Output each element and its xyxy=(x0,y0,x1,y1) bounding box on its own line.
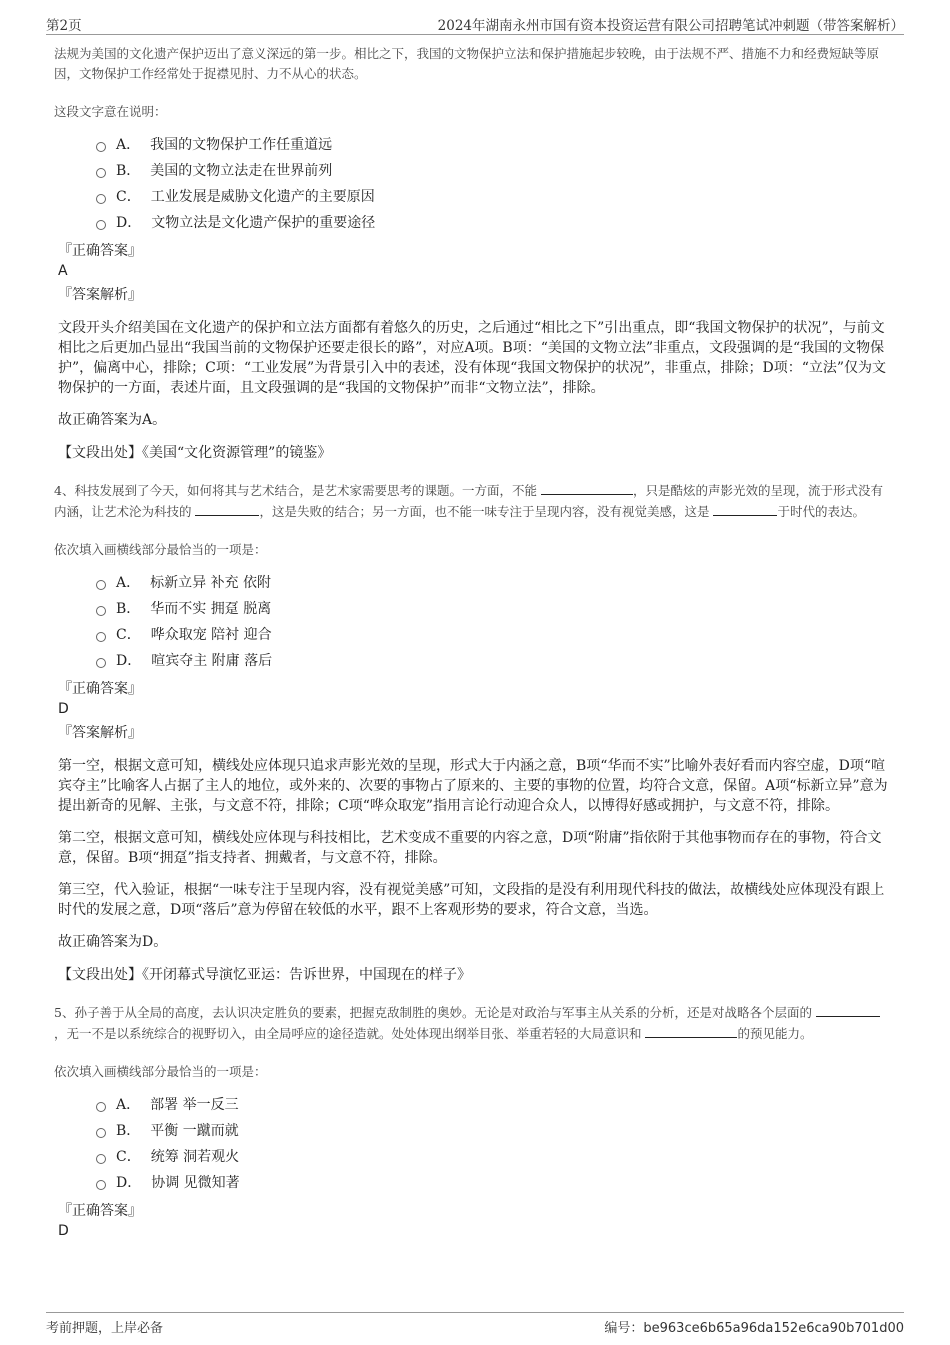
q3-source: 【文段出处】《美国“文化资源管理”的镜鉴》 xyxy=(58,445,332,461)
radio-icon[interactable] xyxy=(96,168,106,178)
page-footer xyxy=(46,1312,904,1337)
page-number: 第2页 xyxy=(46,18,82,34)
q3-analysis-1: 文段开头介绍美国在文化遗产的保护和立法方面都有着悠久的历史，之后通过“相比之下”引出重点，即“我国文物保护的状况”，与前文相比之后更加凸显出“我国当前的文物保护还要走很长的路”，对应A项。B项：“美国的文物立法”非重点，文段强调的是“我国的文物保护”，偏离中心，排除；C项：“工业发展”为背景引入中的表述，没有体现“我国文物保护的状况”，非重点，排除；D项：“立法”仅为文物保护的一方面，表述片面，且文段强调的是“我国的文物保护”而非“文物立法”，排除。 xyxy=(58,320,887,396)
q4-option-c[interactable]: C． 哗众取宠 陪衬 迎合 xyxy=(96,622,890,648)
q4-analysis-1: 第一空，根据文意可知，横线处应体现只追求声影光效的呈现，形式大于内涵之意，B项“华而不实”比喻外表好看而内容空虚，D项“喧宾夺主”比喻客人占据了主人的地位，或外来的、次要的事物占了原来的、主要的事物的位置，均符合文意，保留。A项“标新立异”意为提出新奇的见解、主张，与文意不符，排除；C项“哗众取宠”指用言论行动迎合众人，以博得好感或拥护，与文意不符，排除。 xyxy=(58,758,888,814)
radio-icon[interactable] xyxy=(96,606,106,616)
q3-ask: 这段文字意在说明： xyxy=(54,104,167,119)
blank-line xyxy=(541,480,633,495)
q3-answer-label: 『正确答案』 xyxy=(58,243,142,259)
q3-option-d[interactable]: D． 文物立法是文化遗产保护的重要途径 xyxy=(96,210,890,236)
footer-slogan: 考前押题，上岸必备 xyxy=(46,1321,164,1336)
q3-option-b[interactable]: B． 美国的文物立法走在世界前列 xyxy=(96,158,890,184)
q4-option-d[interactable]: D． 喧宾夺主 附庸 落后 xyxy=(96,648,890,674)
q3-analysis-label: 『答案解析』 xyxy=(58,287,142,303)
blank-line xyxy=(816,1002,880,1017)
q5-options xyxy=(96,1092,890,1196)
q5-option-b[interactable]: B． 平衡 一蹴而就 xyxy=(96,1118,890,1144)
radio-icon[interactable] xyxy=(96,1154,106,1164)
radio-icon[interactable] xyxy=(96,1180,106,1190)
q5-ask: 依次填入画横线部分最恰当的一项是： xyxy=(54,1064,267,1079)
q3-answer: A xyxy=(58,263,68,279)
radio-icon[interactable] xyxy=(96,194,106,204)
blank-line xyxy=(645,1023,737,1038)
q4-options xyxy=(96,570,890,674)
q5-answer-label: 『正确答案』 xyxy=(58,1203,142,1219)
radio-icon[interactable] xyxy=(96,1102,106,1112)
q4-ask: 依次填入画横线部分最恰当的一项是： xyxy=(54,542,267,557)
q4-analysis-4: 故正确答案为D。 xyxy=(58,934,168,950)
document-body xyxy=(54,44,890,1240)
document-title: 2024年湖南永州市国有资本投资运营有限公司招聘笔试冲刺题（带答案解析） xyxy=(437,18,904,34)
radio-icon[interactable] xyxy=(96,580,106,590)
page-header xyxy=(46,12,904,35)
q3-option-a[interactable]: A． 我国的文物保护工作任重道远 xyxy=(96,132,890,158)
q3-option-c[interactable]: C． 工业发展是威胁文化遗产的主要原因 xyxy=(96,184,890,210)
q3-analysis-2: 故正确答案为A。 xyxy=(58,412,167,428)
q4-analysis-3: 第三空，代入验证，根据“一味专注于呈现内容，没有视觉美感”可知，文段指的是没有利用现代科技的做法，故横线处应体现没有跟上时代的发展之意，D项“落后”意为停留在较低的水平，跟不上客观形势的要求，符合文意，当选。 xyxy=(58,882,885,918)
radio-icon[interactable] xyxy=(96,1128,106,1138)
q4-answer-label: 『正确答案』 xyxy=(58,681,142,697)
radio-icon[interactable] xyxy=(96,632,106,642)
q4-analysis-label: 『答案解析』 xyxy=(58,725,142,741)
q4-source: 【文段出处】《开闭幕式导演忆亚运：告诉世界，中国现在的样子》 xyxy=(58,967,471,983)
q4-option-a[interactable]: A． 标新立异 补充 依附 xyxy=(96,570,890,596)
blank-line xyxy=(195,501,259,516)
q5-option-a[interactable]: A． 部署 举一反三 xyxy=(96,1092,890,1118)
q5-option-d[interactable]: D． 协调 见微知著 xyxy=(96,1170,890,1196)
q3-options xyxy=(96,132,890,236)
q5-stem: 5、孙子善于从全局的高度，去认识决定胜负的要素，把握克敌制胜的奥妙。无论是对政治与军事主从关系的分析，还是对战略各个层面的 ，无一不是以系统综合的视野切入，由全局呼应的途径造就。处处体现出纲举目张、举重若轻的大局意识和 的预见能力。 xyxy=(54,1002,890,1044)
radio-icon[interactable] xyxy=(96,220,106,230)
q3-passage: 法规为美国的文化遗产保护迈出了意义深远的第一步。相比之下，我国的文物保护立法和保护措施起步较晚，由于法规不严、措施不力和经费短缺等原因，文物保护工作经常处于捉襟见肘、力不从心的状态。 xyxy=(54,46,880,81)
q4-analysis-2: 第二空，根据文意可知，横线处应体现与科技相比，艺术变成不重要的内容之意，D项“附庸”指依附于其他事物而存在的事物，符合文意，保留。B项“拥趸”指支持者、拥戴者，与文意不符，排除。 xyxy=(58,830,882,866)
document-code: 编号：be963ce6b65a96da152e6ca90b701d00 xyxy=(604,1321,904,1336)
q5-answer: D xyxy=(58,1223,69,1239)
q4-option-b[interactable]: B． 华而不实 拥趸 脱离 xyxy=(96,596,890,622)
q5-option-c[interactable]: C． 统筹 洞若观火 xyxy=(96,1144,890,1170)
radio-icon[interactable] xyxy=(96,658,106,668)
radio-icon[interactable] xyxy=(96,142,106,152)
q4-stem: 4、科技发展到了今天，如何将其与艺术结合，是艺术家需要思考的课题。一方面，不能 ，只是酷炫的声影光效的呈现，流于形式没有内涵，让艺术沦为科技的 ，这是失败的结合；另一方面，也不能一味专注于呈现内容，没有视觉美感，这是 于时代的表达。 xyxy=(54,480,890,522)
blank-line xyxy=(713,501,777,516)
q4-answer: D xyxy=(58,701,69,717)
